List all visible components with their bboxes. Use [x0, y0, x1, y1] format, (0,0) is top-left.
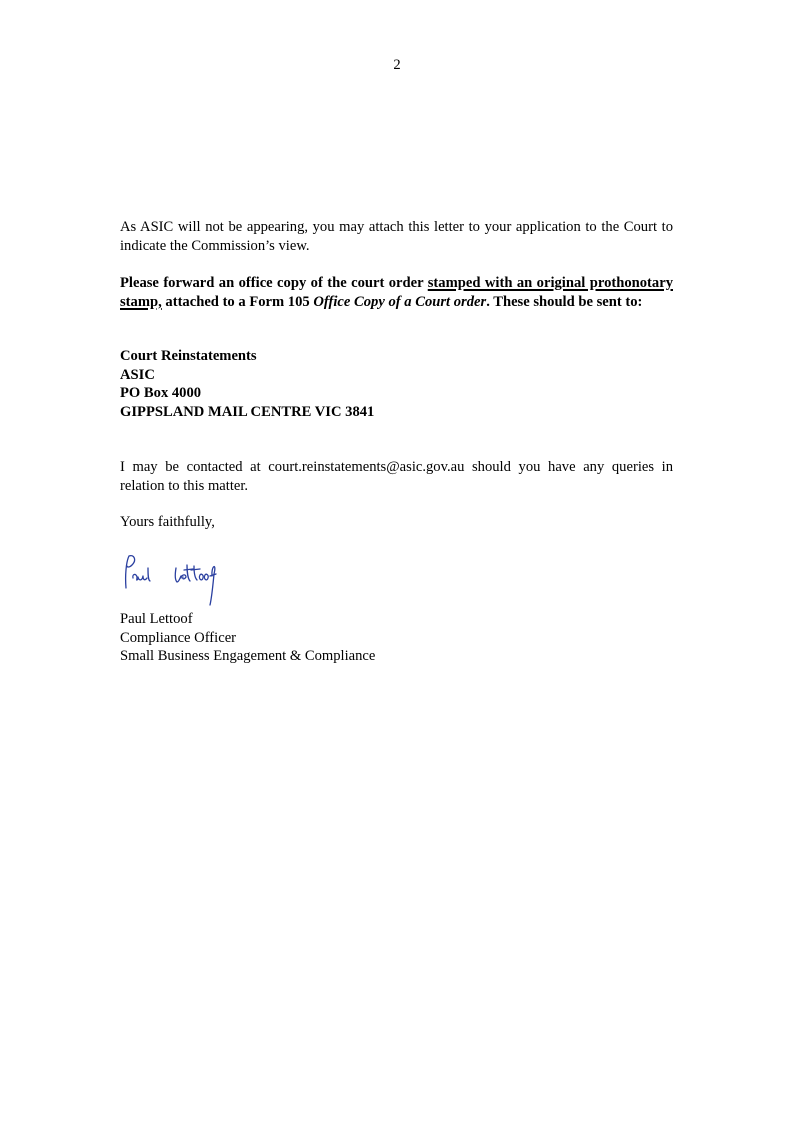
address-line-2: ASIC [120, 366, 155, 383]
paragraph-asic-not-appearing: As ASIC will not be appearing, you may attach this letter to your application to the Court to indicate the Commission’s view. [120, 219, 673, 254]
forward-middle-text: attached to a Form 105 [161, 293, 314, 310]
paragraph-contact: I may be contacted at court.reinstatements@asic.gov.au should you have any queries in relation to this matter. [120, 459, 673, 494]
mailing-address [120, 347, 673, 421]
stamp-requirement-text: stamped with an original prothonotary stamp, [120, 275, 673, 310]
signatory-name: Paul Lettoof [120, 611, 193, 627]
signatory-block [120, 610, 673, 666]
paragraph-forward-office-copy [120, 274, 673, 311]
forward-tail-text: . These should be sent to: [486, 293, 643, 310]
handwritten-signature [116, 548, 226, 610]
closing-salutation: Yours faithfully, [120, 514, 215, 530]
signatory-department: Small Business Engagement & Compliance [120, 648, 376, 664]
form-105-title: Office Copy of a Court order [313, 293, 487, 310]
address-line-4: GIPPSLAND MAIL CENTRE VIC 3841 [120, 403, 375, 420]
address-line-1: Court Reinstatements [120, 348, 257, 364]
forward-lead-text: Please forward an office copy of the court order [120, 275, 428, 291]
signatory-title: Compliance Officer [120, 629, 237, 646]
address-line-3: PO Box 4000 [120, 385, 202, 401]
page-number: 2 [393, 57, 401, 73]
